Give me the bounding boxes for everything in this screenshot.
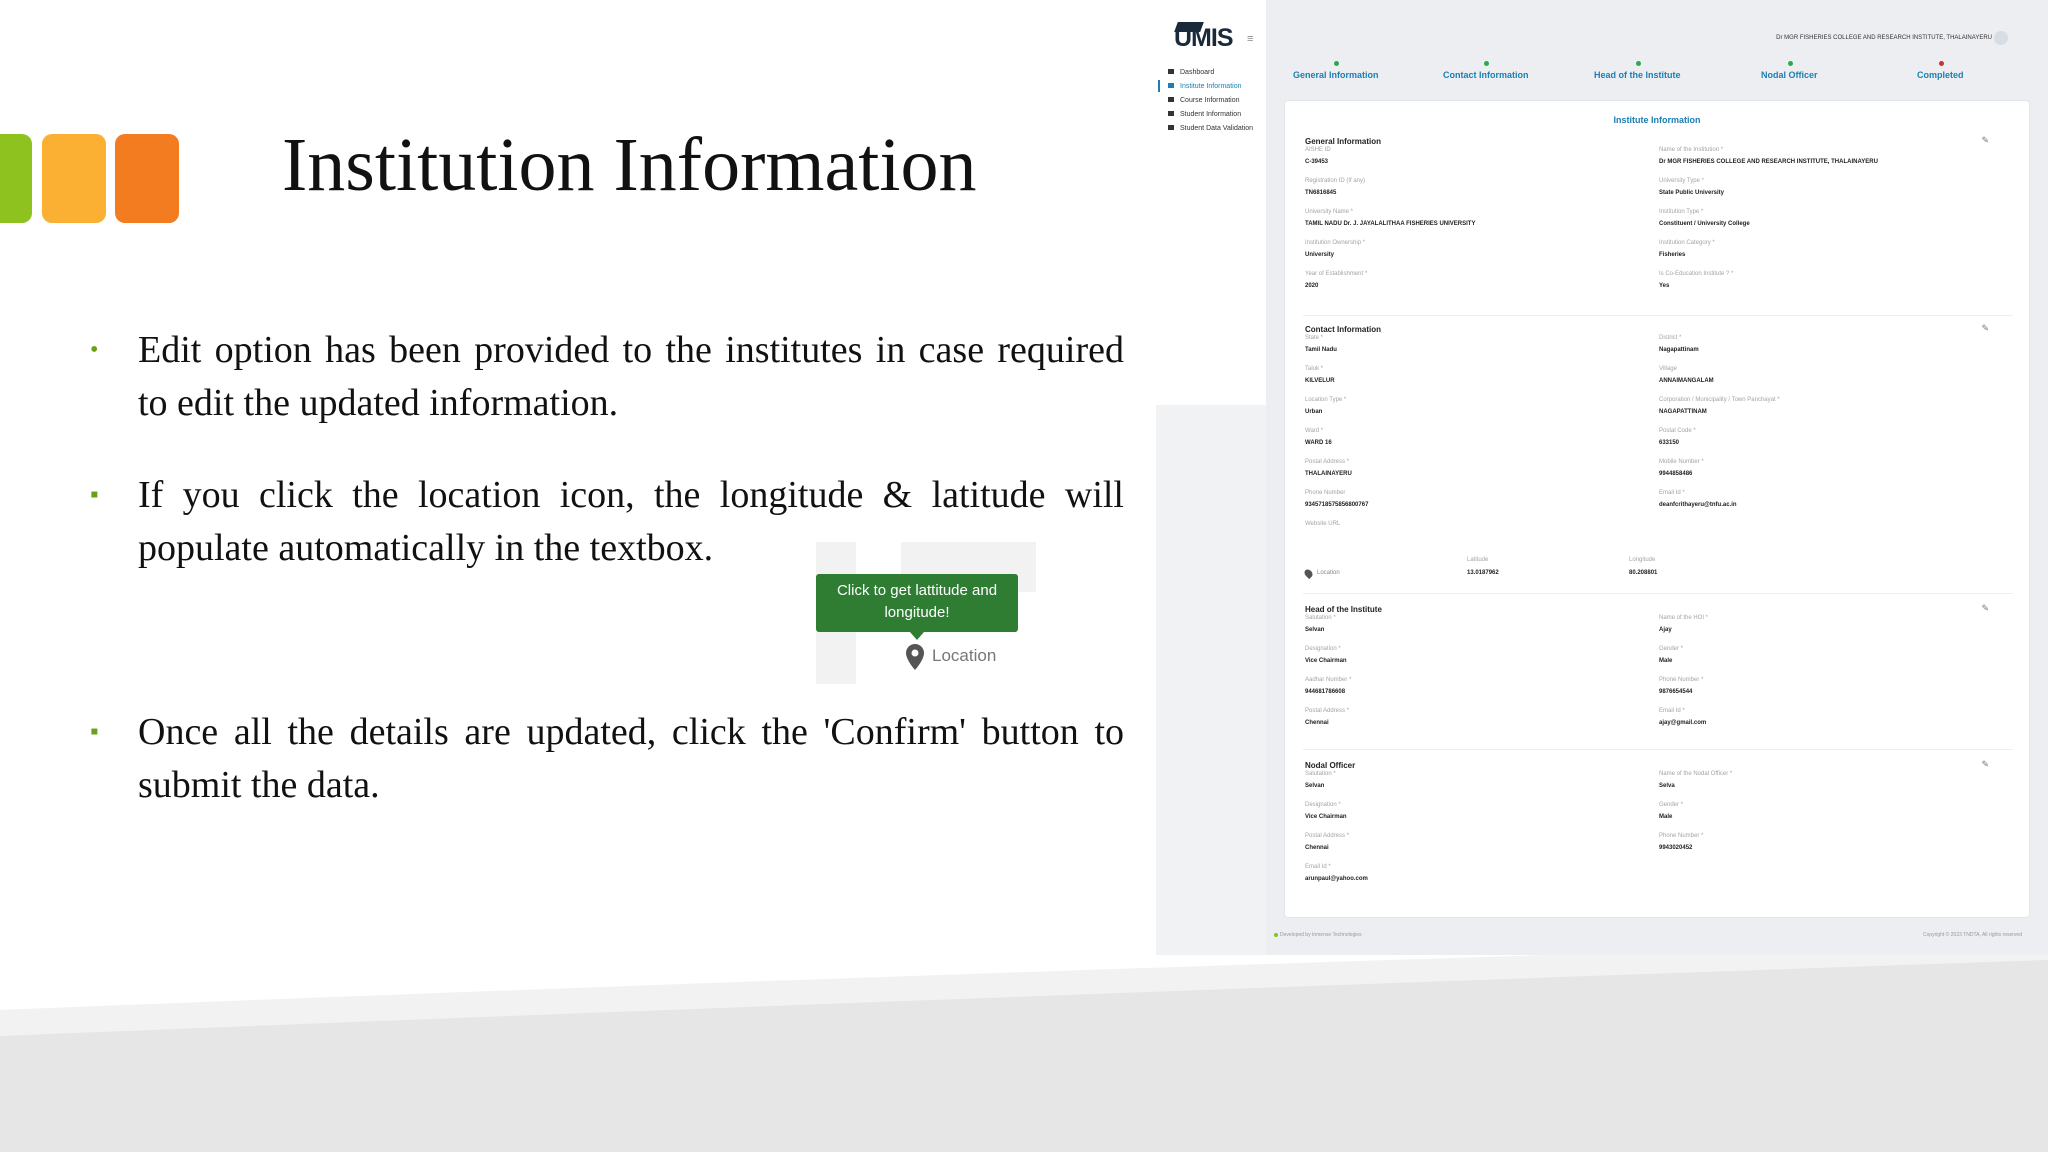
- location-tooltip-screenshot: [816, 542, 1036, 694]
- menu-icon[interactable]: ≡: [1247, 33, 1254, 45]
- bullet-marker: ▪: [90, 482, 99, 508]
- edit-icon[interactable]: ✎: [1981, 135, 1989, 145]
- sidebar-item-student-data-validation[interactable]: Student Data Validation: [1168, 125, 1253, 132]
- field-label: Corporation / Municipality / Town Panchayat *: [1659, 397, 1780, 403]
- user-avatar-icon[interactable]: [1994, 31, 2008, 45]
- field-label: Is Co-Education Institute ? *: [1659, 271, 1734, 277]
- field-value[interactable]: Selvan: [1305, 783, 1325, 789]
- step-completed[interactable]: Completed: [1917, 70, 1964, 80]
- section-contact-information: Contact Information: [1305, 325, 1381, 334]
- field-value[interactable]: 9345718575856800767: [1305, 502, 1369, 508]
- bullet-text: Edit option has been provided to the institutes in case required to edit the updated information.: [138, 329, 1124, 424]
- location-icon: [1168, 83, 1174, 88]
- yellow-square-decoration: [42, 134, 106, 223]
- field-label: District *: [1659, 335, 1682, 341]
- bullet-marker: •: [90, 337, 99, 363]
- field-value[interactable]: Vice Chairman: [1305, 814, 1347, 820]
- field-value[interactable]: Vice Chairman: [1305, 658, 1347, 664]
- edit-icon[interactable]: ✎: [1981, 323, 1989, 333]
- longitude-label: Longitude: [1629, 557, 1656, 563]
- field-value[interactable]: Constituent / University College: [1659, 221, 1750, 227]
- field-value[interactable]: Nagapattinam: [1659, 347, 1699, 353]
- bullet-confirm-button: [90, 706, 1124, 812]
- field-value[interactable]: Fisheries: [1659, 252, 1686, 258]
- tooltip-line-1: Click to get lattitude and: [836, 582, 998, 599]
- field-label: Postal Address *: [1305, 708, 1350, 714]
- field-label: University Name *: [1305, 209, 1354, 215]
- green-square-decoration: [0, 134, 32, 223]
- field-label: Phone Number *: [1659, 833, 1704, 839]
- field-value[interactable]: Chennai: [1305, 845, 1329, 851]
- field-label: Designation *: [1305, 802, 1341, 808]
- section-nodal-officer: Nodal Officer: [1305, 761, 1356, 770]
- field-value[interactable]: Selva: [1659, 783, 1675, 789]
- field-value[interactable]: TAMIL NADU Dr. J. JAYALALITHAA FISHERIES UNIVERSITY: [1305, 221, 1476, 227]
- field-value[interactable]: 9944858486: [1659, 471, 1693, 477]
- field-label: Salutation *: [1305, 771, 1336, 777]
- field-value[interactable]: arunpaul@yahoo.com: [1305, 876, 1368, 882]
- field-label: Email Id *: [1659, 708, 1685, 714]
- field-value[interactable]: Selvan: [1305, 627, 1325, 633]
- field-label: Village: [1659, 366, 1677, 372]
- tooltip-bubble: [816, 574, 1018, 632]
- field-value[interactable]: University: [1305, 252, 1335, 258]
- section-general-information: General Information: [1305, 137, 1382, 146]
- field-label: Mobile Number *: [1659, 459, 1704, 465]
- bullet-text: If you click the location icon, the longitude & latitude will populate automatically in the textbox.: [138, 474, 1124, 569]
- slide-title: Institution Information: [282, 123, 977, 207]
- location-pin-icon[interactable]: [906, 644, 924, 670]
- sidebar-item-dashboard[interactable]: Dashboard: [1168, 69, 1214, 76]
- field-label: Registration ID (If any): [1305, 178, 1366, 184]
- umis-logo: UMIS: [1174, 24, 1233, 52]
- field-value[interactable]: 944681786608: [1305, 689, 1346, 695]
- field-value[interactable]: 9876654544: [1659, 689, 1693, 695]
- field-label: AISHE ID: [1305, 147, 1331, 153]
- sidebar-item-institute-information[interactable]: Institute Information: [1168, 83, 1241, 90]
- step-head-of-institute[interactable]: Head of the Institute: [1594, 70, 1681, 80]
- field-label: Name of the HOI *: [1659, 615, 1709, 621]
- bullet-edit-option: [90, 324, 1124, 430]
- field-value[interactable]: THALAINAYERU: [1305, 471, 1352, 477]
- field-label: Institution Ownership *: [1305, 240, 1366, 246]
- umis-screenshot: [1156, 0, 2048, 952]
- field-label: State *: [1305, 335, 1324, 341]
- field-label: Phone Number: [1305, 490, 1346, 496]
- field-label: Taluk *: [1305, 366, 1324, 372]
- field-label: Aadhar Number *: [1305, 677, 1352, 683]
- latitude-value[interactable]: 13.0187962: [1467, 570, 1499, 576]
- field-label: Postal Address *: [1305, 459, 1350, 465]
- step-contact-information[interactable]: Contact Information: [1443, 70, 1529, 80]
- bullet-marker: ▪: [90, 719, 99, 745]
- validation-icon: [1168, 125, 1174, 130]
- field-label: Website URL: [1305, 521, 1341, 527]
- longitude-value[interactable]: 80.208801: [1629, 570, 1658, 576]
- footer-copyright: Copyright © 2023 TNDTA, All rights reserved: [1922, 932, 2022, 938]
- field-value[interactable]: C-39453: [1305, 159, 1329, 165]
- location-label: Location: [932, 646, 997, 665]
- section-head-of-institute: Head of the Institute: [1305, 605, 1382, 614]
- step-general-information[interactable]: General Information: [1293, 70, 1379, 80]
- field-label: Year of Establishment *: [1305, 271, 1368, 277]
- field-value[interactable]: Urban: [1305, 409, 1323, 415]
- field-label: Postal Address *: [1305, 833, 1350, 839]
- field-value[interactable]: ajay@gmail.com: [1659, 720, 1707, 726]
- edit-icon[interactable]: ✎: [1981, 759, 1989, 769]
- student-icon: [1168, 111, 1174, 116]
- field-label: Location Type *: [1305, 397, 1347, 403]
- field-value[interactable]: ANNAIMANGALAM: [1659, 378, 1714, 384]
- field-value[interactable]: 633150: [1659, 440, 1680, 446]
- field-label: Postal Code *: [1659, 428, 1696, 434]
- sidebar-item-course-information[interactable]: Course Information: [1168, 97, 1240, 104]
- field-value[interactable]: WARD 16: [1305, 440, 1332, 446]
- field-label: Institution Category *: [1659, 240, 1715, 246]
- course-icon: [1168, 97, 1174, 102]
- orange-square-decoration: [115, 134, 179, 223]
- field-value[interactable]: Dr MGR FISHERIES COLLEGE AND RESEARCH INSTITUTE, THALAINAYERU: [1659, 159, 1878, 165]
- institute-name-header: Dr MGR FISHERIES COLLEGE AND RESEARCH INSTITUTE, THALAINAYERU: [1776, 35, 1992, 41]
- field-label: Institution Type *: [1659, 209, 1704, 215]
- field-label: Email Id *: [1659, 490, 1685, 496]
- field-value[interactable]: Ajay: [1659, 627, 1672, 633]
- field-label: Ward *: [1305, 428, 1324, 434]
- field-value[interactable]: 9943020452: [1659, 845, 1693, 851]
- bullet-text: Once all the details are updated, click the 'Confirm' button to submit the data.: [138, 711, 1124, 806]
- field-value[interactable]: deanfcrithayeru@tnfu.ac.in: [1659, 502, 1737, 508]
- field-label: Designation *: [1305, 646, 1341, 652]
- field-label: Phone Number *: [1659, 677, 1704, 683]
- field-label: Gender *: [1659, 802, 1684, 808]
- sidebar-item-student-information[interactable]: Student Information: [1168, 111, 1241, 118]
- field-value[interactable]: 2020: [1305, 283, 1319, 289]
- field-label: Email Id *: [1305, 864, 1331, 870]
- field-label: Name of the Institution *: [1659, 147, 1724, 153]
- field-value[interactable]: Male: [1659, 658, 1673, 664]
- institute-information-card: [1284, 100, 2030, 918]
- field-value[interactable]: KILVELUR: [1305, 378, 1335, 384]
- field-value[interactable]: Tamil Nadu: [1305, 347, 1337, 353]
- field-label: Gender *: [1659, 646, 1684, 652]
- field-value[interactable]: TN6816845: [1305, 190, 1337, 196]
- footer-credit: Developed by Inmense Technologies: [1280, 932, 1362, 938]
- field-label: University Type *: [1659, 178, 1704, 184]
- edit-icon[interactable]: ✎: [1981, 603, 1989, 613]
- field-value[interactable]: Chennai: [1305, 720, 1329, 726]
- field-value[interactable]: Male: [1659, 814, 1673, 820]
- location-button-label[interactable]: Location: [1317, 570, 1340, 576]
- card-title: Institute Information: [1613, 115, 1701, 125]
- latitude-label: Latitude: [1467, 557, 1489, 563]
- field-value[interactable]: NAGAPATTINAM: [1659, 409, 1707, 415]
- location-pin-icon[interactable]: [1303, 568, 1314, 579]
- field-label: Name of the Nodal Officer *: [1659, 771, 1733, 777]
- field-value[interactable]: Yes: [1659, 283, 1670, 289]
- dashboard-icon: [1168, 69, 1174, 74]
- field-value[interactable]: State Public University: [1659, 190, 1725, 196]
- field-label: Salutation *: [1305, 615, 1336, 621]
- step-nodal-officer[interactable]: Nodal Officer: [1761, 70, 1818, 80]
- tooltip-line-2: longitude!: [884, 604, 950, 621]
